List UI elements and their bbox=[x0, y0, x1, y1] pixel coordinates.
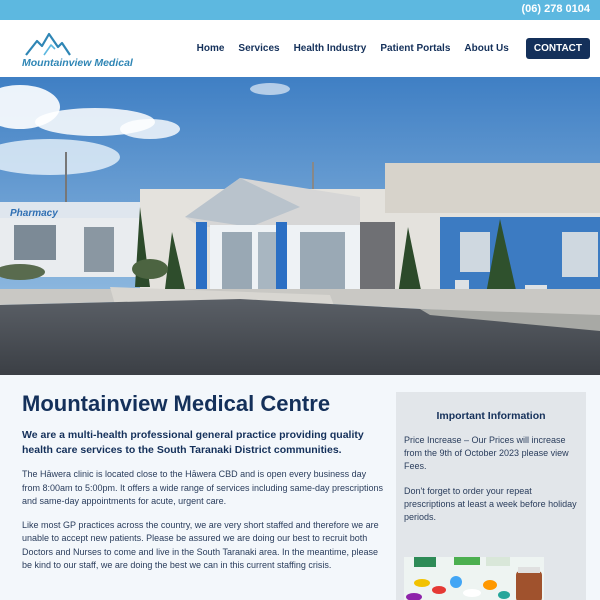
pills-illustration bbox=[404, 557, 544, 600]
intro-lead: We are a multi-health professional general practice providing quality health care services to the South Taranaki District communities. bbox=[22, 429, 364, 456]
medication-pills-image bbox=[404, 557, 544, 600]
important-info-title: Important Information bbox=[436, 410, 546, 422]
price-increase-note: Price Increase – Our Prices will increase from the 9th of October 2023 please view Fees. bbox=[404, 435, 569, 471]
important-info-panel bbox=[396, 392, 586, 600]
nav-home[interactable]: Home bbox=[196, 43, 225, 54]
site-header bbox=[0, 20, 600, 77]
mountain-logo-icon bbox=[24, 31, 84, 57]
repeat-prescriptions-note: Don't forget to order your repeat prescriptions at least a week before holiday periods. bbox=[404, 486, 577, 522]
page-title: Mountainview Medical Centre bbox=[22, 391, 331, 416]
top-bar bbox=[0, 0, 600, 20]
clinic-building-illustration bbox=[0, 77, 600, 375]
nav-health-industry[interactable]: Health Industry bbox=[293, 43, 367, 54]
nav-patient-portals[interactable]: Patient Portals bbox=[380, 43, 451, 54]
nav-about-us[interactable]: About Us bbox=[464, 43, 509, 54]
nav-services[interactable]: Services bbox=[238, 43, 280, 54]
site-logo[interactable] bbox=[22, 31, 132, 71]
logo-text: Mountainview Medical bbox=[22, 57, 133, 69]
pharmacy-sign: Pharmacy bbox=[10, 208, 58, 219]
main-column bbox=[22, 391, 384, 573]
phone-number-link[interactable]: (06) 278 0104 bbox=[521, 3, 590, 15]
hero-image bbox=[0, 77, 600, 375]
main-nav bbox=[183, 38, 590, 59]
clinic-paragraph: The Hāwera clinic is located close to the Hāwera CBD and is open every business day from 8:00am to 5:00pm. It offers a wide range of services including same-day prescriptions and same-day appointments for acute, urgent care. bbox=[22, 469, 384, 506]
content-section bbox=[0, 375, 600, 600]
contact-button[interactable]: CONTACT bbox=[526, 38, 590, 59]
staffing-paragraph: Like most GP practices across the country, we are very short staffed and therefore we are unable to accept new patients. Please be assured we are doing our best to recruit both Doctors and Nurses to come and live in the South Taranaki area. In the meantime, please be kind to our staff, we are doing the best we can in this current staffing crisis. bbox=[22, 519, 379, 570]
